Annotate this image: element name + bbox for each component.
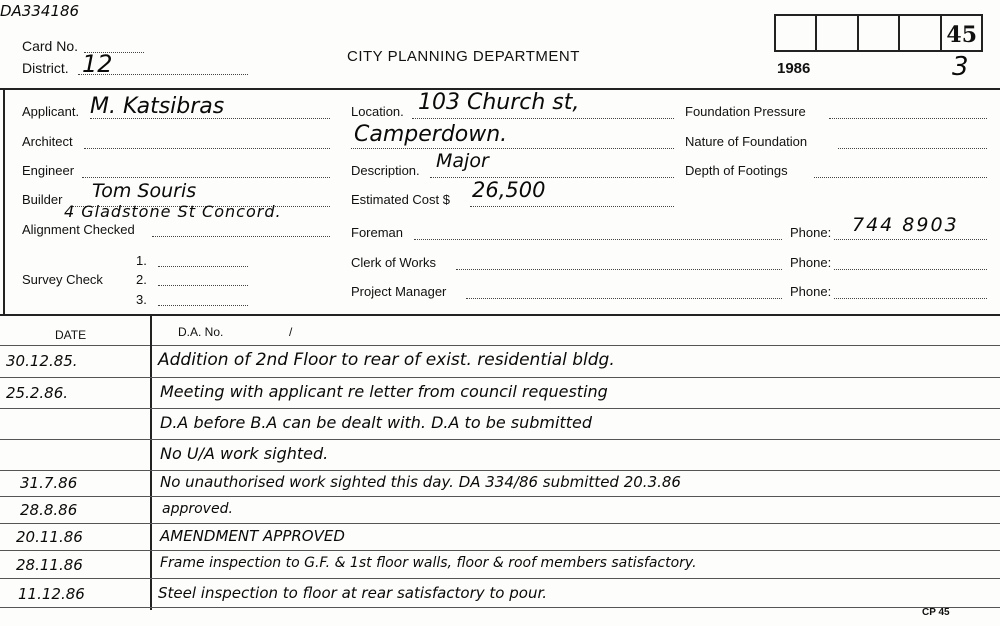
builder-label: Builder — [22, 192, 63, 207]
survey-label: Survey Check — [22, 272, 103, 287]
district-value: 12 — [82, 50, 113, 78]
card-number: 45 — [946, 22, 978, 48]
applicant-label: Applicant. — [22, 104, 80, 119]
log-entry: No U/A work sighted. — [160, 444, 329, 463]
location-value: 103 Church st, — [418, 90, 580, 115]
clerk-label: Clerk of Works — [351, 255, 436, 270]
applicant-value: M. Katsibras — [90, 94, 225, 119]
architect-label: Architect — [22, 134, 73, 149]
pm-label: Project Manager — [351, 284, 447, 299]
phone-1-label: Phone: — [790, 225, 832, 240]
log-date: 20.11.86 — [16, 528, 83, 546]
corner-number: DA334186 — [0, 2, 80, 20]
foreman-label: Foreman — [351, 225, 404, 240]
description-value: Major — [436, 150, 489, 172]
location-value-2: Camperdown. — [354, 122, 508, 147]
description-label: Description. — [351, 163, 420, 178]
log-date: 31.7.86 — [20, 474, 78, 492]
page-title: CITY PLANNING DEPARTMENT — [347, 48, 580, 65]
log-entry: Meeting with applicant re letter from council requesting — [160, 382, 608, 401]
phone-3-label: Phone: — [790, 284, 832, 299]
builder-value: Tom Souris — [92, 180, 197, 202]
log-entry: Steel inspection to floor at rear satisfactory to pour. — [158, 584, 548, 602]
log-entry: approved. — [162, 501, 233, 517]
log-entry: Addition of 2nd Floor to rear of exist. residential bldg. — [158, 350, 615, 370]
log-date: 25.2.86. — [6, 384, 69, 402]
da-column-header: D.A. No. — [178, 325, 224, 339]
log-date: 30.12.85. — [6, 352, 78, 370]
cost-value: 26,500 — [472, 178, 546, 202]
location-label: Location. — [351, 104, 404, 119]
engineer-label: Engineer — [22, 163, 75, 178]
form-code: CP 45 — [922, 607, 950, 618]
year: 1986 — [777, 60, 811, 77]
phone-2-label: Phone: — [790, 255, 832, 270]
log-entry: Frame inspection to G.F. & 1st floor walls, floor & roof members satisfactory. — [160, 555, 697, 571]
alignment-label: Alignment Checked — [22, 222, 135, 237]
phone-1-value: 744 8903 — [852, 214, 959, 236]
card-sub-number: 3 — [952, 52, 969, 82]
date-column-header: DATE — [55, 328, 87, 342]
card-no-label: Card No. — [22, 38, 79, 54]
card-number-boxes — [774, 14, 983, 52]
builder-address: 4 Gladstone St Concord. — [64, 202, 282, 221]
log-date: 28.8.86 — [20, 501, 78, 519]
depth-footings-label: Depth of Footings — [685, 163, 788, 178]
survey-2-label: 2. — [136, 272, 147, 287]
cost-label: Estimated Cost $ — [351, 192, 450, 207]
survey-3-label: 3. — [136, 292, 147, 307]
foundation-pressure-label: Foundation Pressure — [685, 104, 806, 119]
log-date: 28.11.86 — [16, 556, 83, 574]
da-slash: / — [289, 325, 293, 339]
log-entry: D.A before B.A can be dealt with. D.A to be submitted — [160, 413, 592, 432]
log-entry: AMENDMENT APPROVED — [160, 527, 345, 545]
district-label: District. — [22, 60, 69, 76]
nature-foundation-label: Nature of Foundation — [685, 134, 808, 149]
survey-1-label: 1. — [136, 253, 147, 268]
log-date: 11.12.86 — [18, 585, 85, 603]
log-entry: No unauthorised work sighted this day. DA 334/86 submitted 20.3.86 — [160, 473, 681, 491]
